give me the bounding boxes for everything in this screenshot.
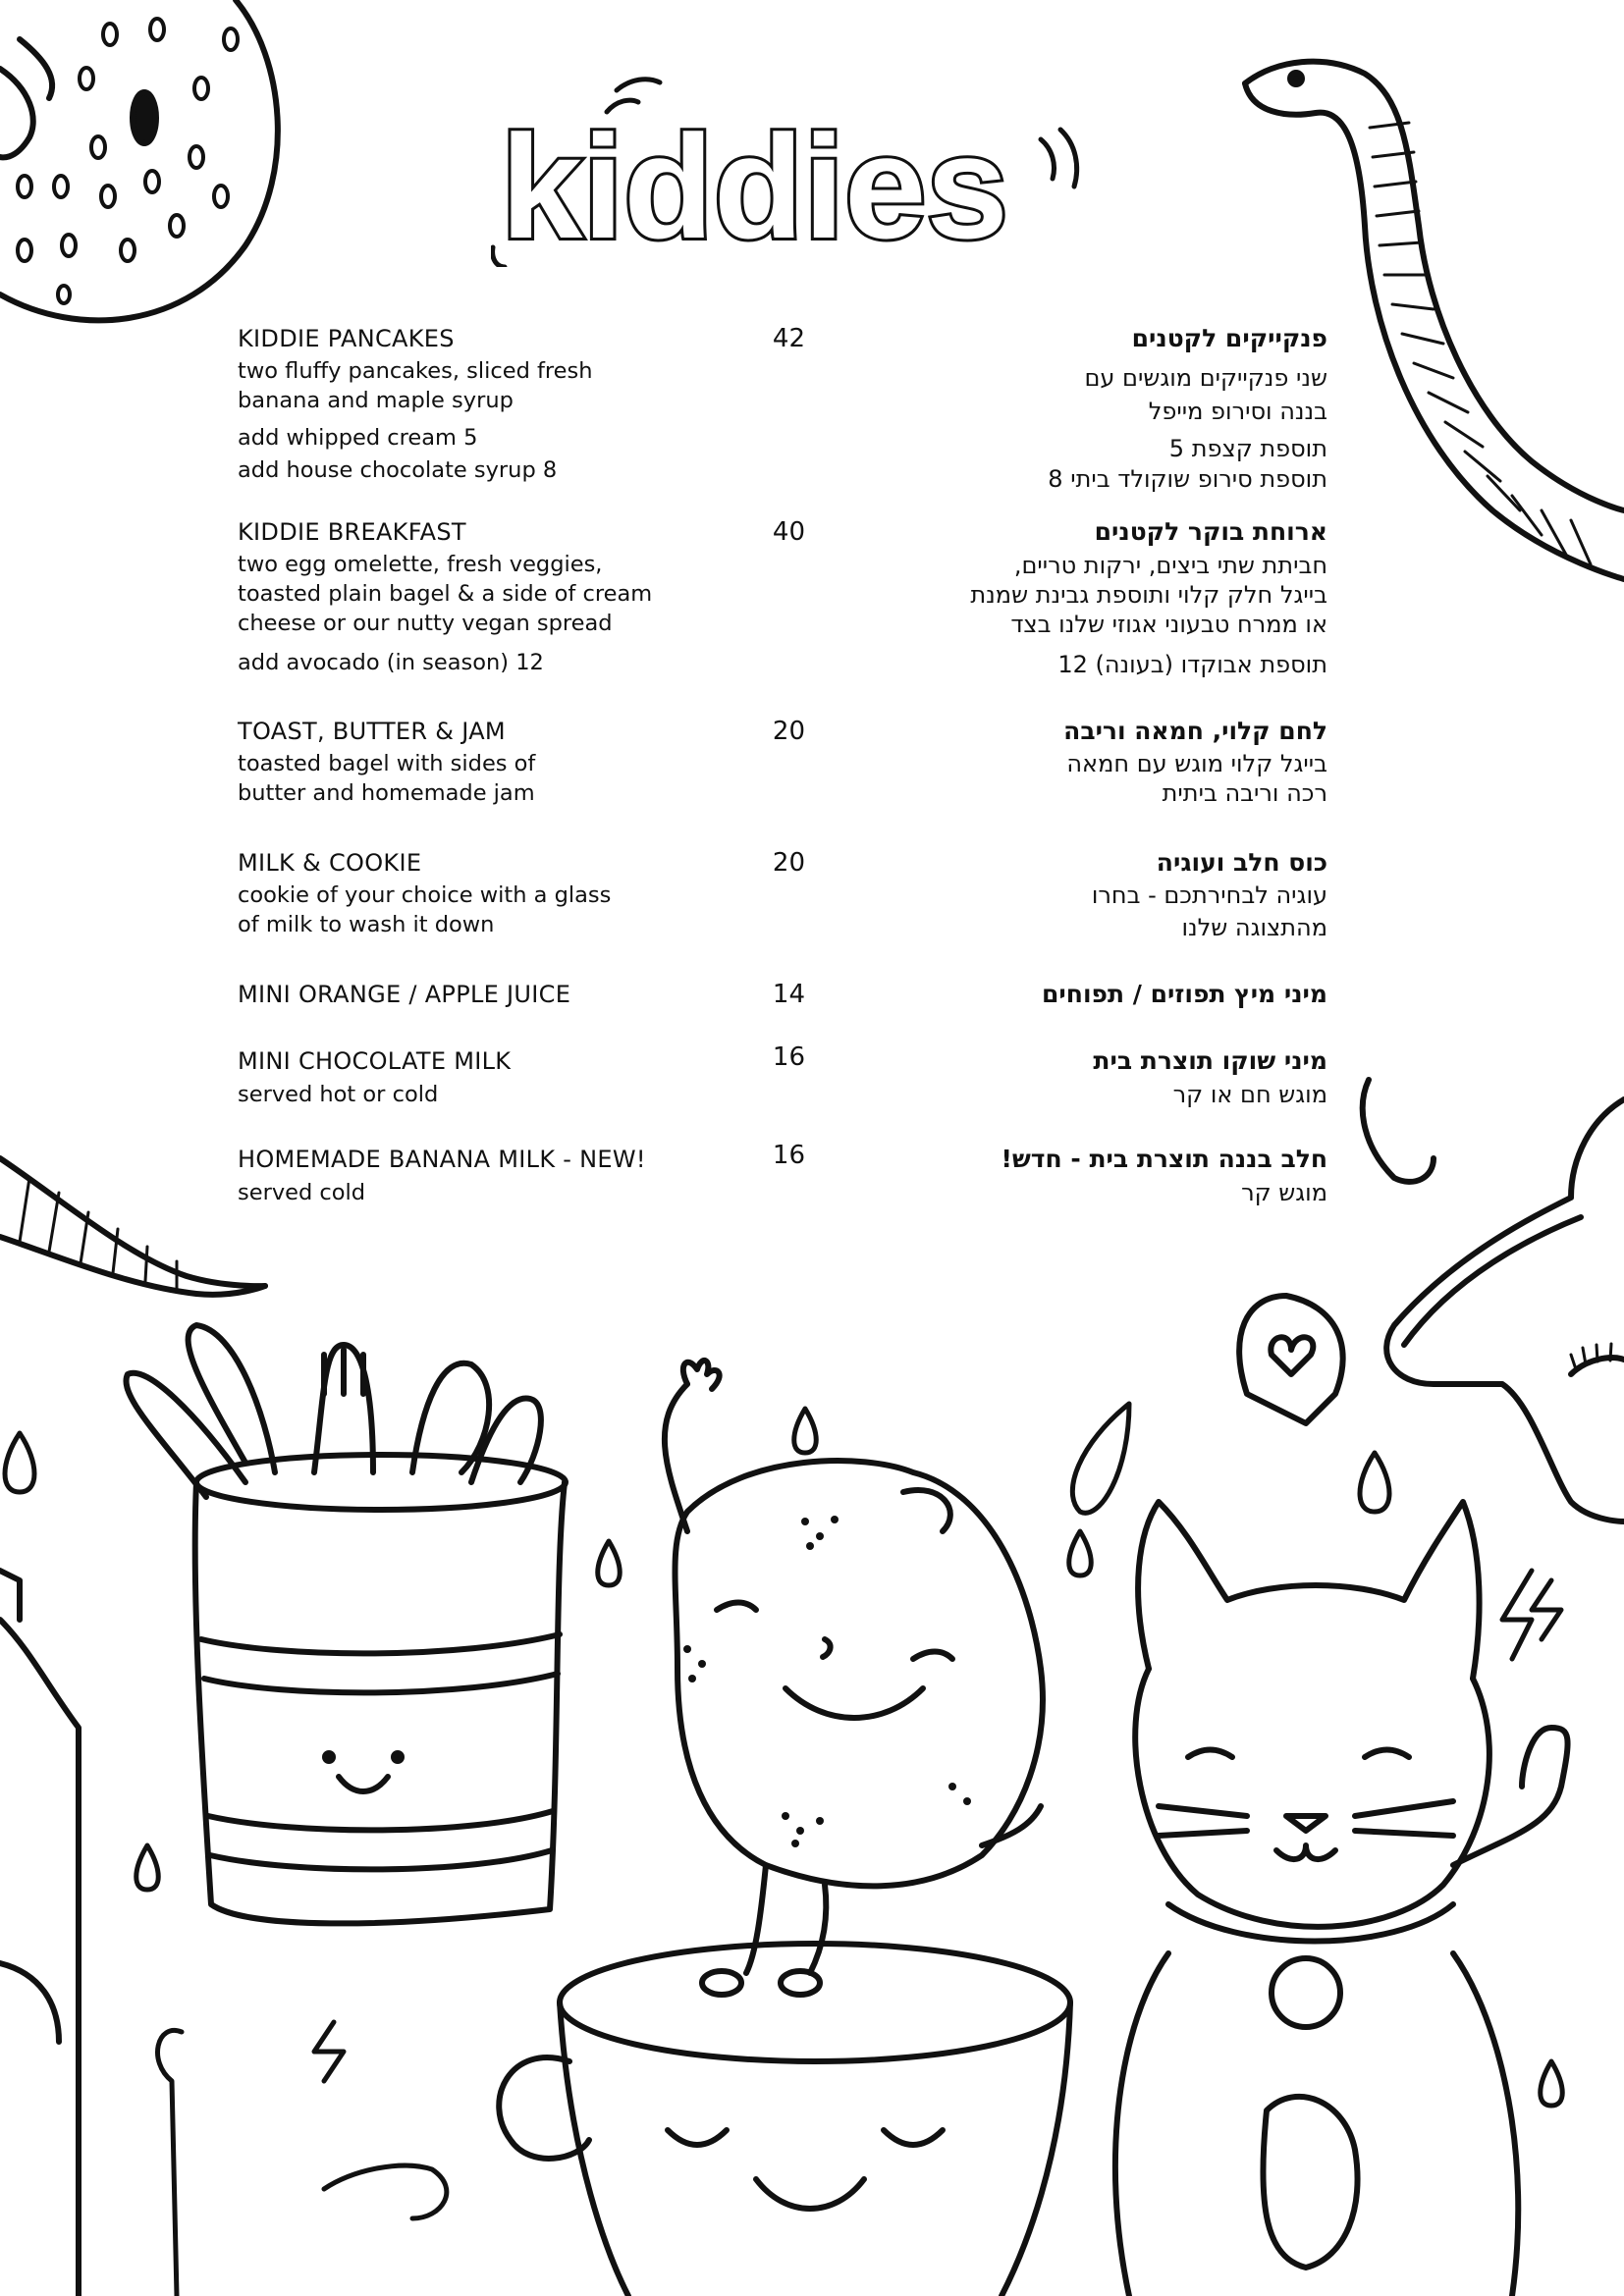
snake-doodle — [1245, 62, 1624, 579]
item-description-he: חביתת שתי ביצים, ירקות טריים, — [1013, 552, 1327, 579]
item-title-en: MILK & COOKIE — [238, 849, 422, 877]
item-description-he: מוגש חם או קר — [1172, 1081, 1327, 1108]
item-price: 42 — [772, 324, 805, 353]
sauce-bottle-doodle — [0, 1571, 79, 2296]
item-addon-en: add whipped cream 5 — [238, 425, 478, 451]
item-description-he: רכה וריבה ביתית — [1162, 779, 1327, 807]
item-title-he: לחם קלוי, חמאה וריבה — [1063, 717, 1327, 745]
item-title-he: מיני שוקו תוצרת בית — [1093, 1046, 1327, 1075]
item-title-he: כוס חלב ועוגיה — [1156, 848, 1327, 877]
item-description-en: butter and homemade jam — [238, 780, 535, 806]
lucky-cat-doodle — [1115, 1296, 1568, 2296]
utensil-cup-doodle — [126, 1325, 566, 1923]
orange-character-doodle — [665, 1361, 1043, 1995]
teacup-doodle — [499, 1944, 1070, 2296]
item-price: 20 — [772, 848, 805, 878]
item-title-en: KIDDIE BREAKFAST — [238, 518, 466, 546]
item-price: 16 — [772, 1042, 805, 1072]
item-title-he: פנקייקים לקטנים — [1131, 324, 1327, 352]
item-description-en: toasted bagel with sides of — [238, 751, 536, 776]
item-description-en: two egg omelette, fresh veggies, — [238, 552, 603, 577]
item-description-en: of milk to wash it down — [238, 912, 495, 937]
item-description-he: מוגש קר — [1241, 1179, 1327, 1206]
item-addon-he: תוספת סירופ שוקולד ביתי 8 — [1048, 465, 1327, 493]
item-description-en: cheese or our nutty vegan spread — [238, 611, 613, 636]
item-title-he: חלב בננה תוצרת בית - חדש! — [1001, 1145, 1327, 1173]
kiddies-logo — [491, 71, 1100, 267]
item-description-he: בייגל חלק קלוי ותוספת גבינת שמנת — [970, 581, 1327, 609]
item-description-en: banana and maple syrup — [238, 388, 514, 413]
item-description-he: עוגיה לבחירתכם - בחרו — [1091, 881, 1327, 909]
item-description-en: served hot or cold — [238, 1082, 439, 1107]
item-addon-he: תוספת קצפת 5 — [1168, 435, 1327, 462]
item-description-en: served cold — [238, 1180, 366, 1205]
drops-doodle — [5, 1404, 1562, 2296]
item-price: 20 — [772, 717, 805, 746]
item-title-he: ארוחת בוקר לקטנים — [1094, 517, 1327, 546]
bagel-doodle — [0, 0, 278, 320]
item-description-he: מהתצוגה שלנו — [1181, 914, 1327, 941]
item-description-he: בייגל קלוי מוגש עם חמאה — [1066, 750, 1327, 777]
teapot-doodle — [1363, 1080, 1624, 1522]
item-title-he: מיני מיץ תפוזים / תפוחים — [1042, 980, 1327, 1008]
snake-tail-doodle — [0, 1158, 265, 1295]
item-description-en: two fluffy pancakes, sliced fresh — [238, 358, 593, 384]
item-price: 40 — [772, 517, 805, 547]
item-addon-en: add house chocolate syrup 8 — [238, 457, 558, 483]
item-description-en: toasted plain bagel & a side of cream — [238, 581, 653, 607]
item-addon-en: add avocado (in season) 12 — [238, 650, 544, 675]
logo-text: kiddies — [501, 104, 1008, 267]
item-title-en: KIDDIE PANCAKES — [238, 325, 455, 352]
item-title-en: MINI CHOCOLATE MILK — [238, 1047, 512, 1075]
item-addon-he: תוספת אבוקדו (בעונה) 12 — [1057, 651, 1327, 678]
item-title-en: TOAST, BUTTER & JAM — [238, 718, 506, 745]
item-price: 16 — [772, 1141, 805, 1170]
item-description-he: שני פנקייקים מוגשים עם — [1084, 364, 1327, 392]
item-title-en: MINI ORANGE / APPLE JUICE — [238, 981, 571, 1008]
item-description-he: בננה וסירופ מייפל — [1148, 398, 1327, 425]
item-price: 14 — [772, 980, 805, 1009]
item-title-en: HOMEMADE BANANA MILK - NEW! — [238, 1146, 646, 1173]
item-description-he: או ממרח טבעוני אגוזי שלנו בצד — [1010, 611, 1327, 638]
item-description-en: cookie of your choice with a glass — [238, 882, 612, 908]
